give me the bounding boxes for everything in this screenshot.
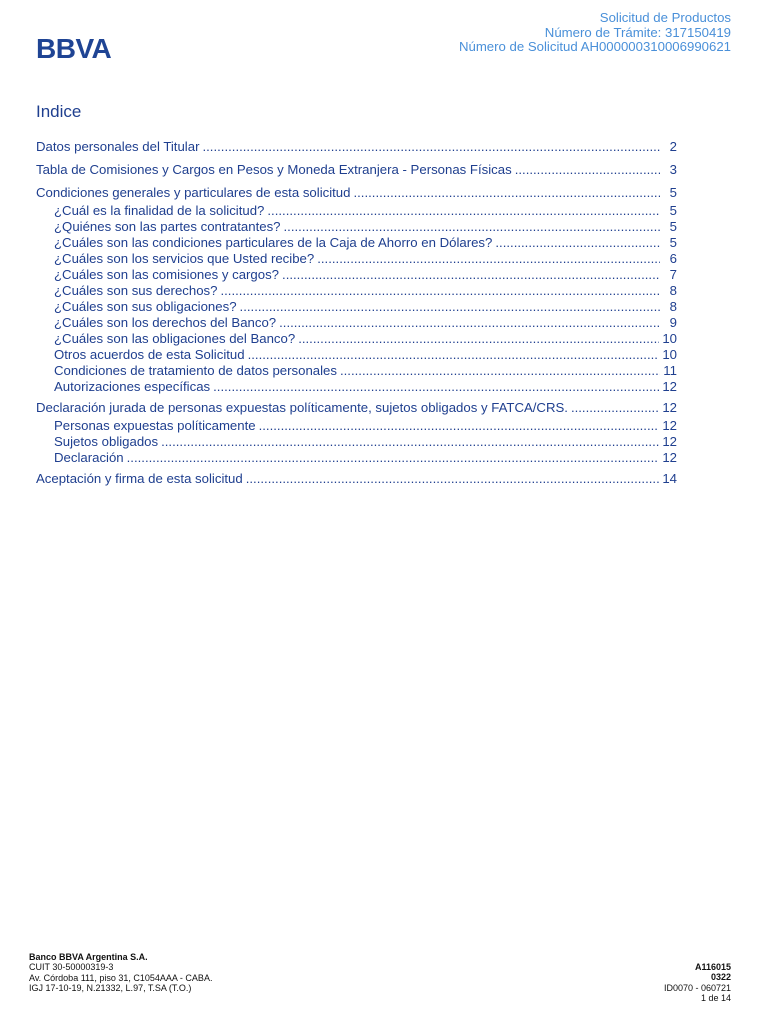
toc-entry-label: ¿Cuáles son sus derechos? <box>54 283 218 298</box>
toc-entry-page: 12 <box>662 379 677 394</box>
toc-entry-page: 3 <box>669 162 677 177</box>
toc-leader-dots <box>240 299 660 315</box>
toc-entry-page: 11 <box>663 363 677 378</box>
toc-entry-page: 12 <box>662 418 677 433</box>
footer-code-2: 0322 <box>710 972 731 983</box>
toc-entry[interactable] <box>36 299 677 315</box>
toc-entry-label: ¿Cuáles son los servicios que Usted recibe? <box>54 251 315 266</box>
toc-entry[interactable] <box>36 315 677 331</box>
document-header <box>459 11 731 55</box>
toc-entry-page: 10 <box>662 331 677 346</box>
toc-entry-label: Condiciones de tratamiento de datos personales <box>54 363 337 378</box>
toc-entry[interactable] <box>36 434 677 450</box>
footer-code-1: A116015 <box>694 962 731 972</box>
toc-entry-label: Otros acuerdos de esta Solicitud <box>54 347 245 362</box>
toc-entry-label: Sujetos obligados <box>54 434 159 449</box>
footer-igj: IGJ 17-10-19, N.21332, L.97, T.SA (T.O.) <box>29 983 192 994</box>
toc-entry-label: ¿Cuáles son las condiciones particulares de la Caja de Ahorro en Dólares? <box>54 235 493 250</box>
toc-entry[interactable] <box>36 331 677 347</box>
toc-entry-label: Aceptación y firma de esta solicitud <box>36 471 243 486</box>
toc-leader-dots <box>267 203 660 219</box>
toc-entry[interactable] <box>36 251 677 267</box>
toc-entry-page: 12 <box>662 450 677 465</box>
toc-leader-dots <box>248 347 660 363</box>
toc-entry-label: ¿Cuáles son sus obligaciones? <box>54 299 237 314</box>
toc-entry[interactable] <box>36 418 677 434</box>
footer-company: Banco BBVA Argentina S.A. <box>29 952 148 962</box>
toc-entry[interactable] <box>36 182 677 203</box>
table-of-contents <box>36 136 677 489</box>
toc-leader-dots <box>340 363 660 379</box>
header-line-2: Número de Trámite: 317150419 <box>544 24 731 40</box>
toc-entry-page: 9 <box>669 315 677 330</box>
toc-entry[interactable] <box>36 397 677 418</box>
footer-codes <box>664 962 731 1004</box>
toc-entry-page: 12 <box>662 434 677 449</box>
toc-leader-dots <box>279 315 660 331</box>
header-line-1: Solicitud de Productos <box>599 10 731 25</box>
svg-text:BBVA: BBVA <box>36 33 112 62</box>
bbva-logo <box>36 32 132 62</box>
toc-leader-dots <box>220 283 660 299</box>
toc-entry[interactable] <box>36 235 677 251</box>
toc-entry-label: ¿Cuáles son los derechos del Banco? <box>54 315 277 330</box>
toc-entry-label: Declaración <box>54 450 124 465</box>
toc-entry-page: 5 <box>669 185 677 200</box>
toc-entry[interactable] <box>36 267 677 283</box>
toc-leader-dots <box>298 331 659 347</box>
toc-entry[interactable] <box>36 347 677 363</box>
toc-entry-page: 5 <box>669 235 677 250</box>
toc-leader-dots <box>284 219 660 235</box>
toc-entry[interactable] <box>36 159 677 180</box>
toc-entry[interactable] <box>36 219 677 235</box>
toc-entry[interactable] <box>36 379 677 395</box>
toc-entry-page: 2 <box>669 139 677 154</box>
toc-entry-label: ¿Quiénes son las partes contratantes? <box>54 219 281 234</box>
toc-entry[interactable] <box>36 283 677 299</box>
toc-entry-page: 7 <box>669 267 677 282</box>
toc-entry[interactable] <box>36 363 677 379</box>
toc-entry-page: 12 <box>662 400 677 415</box>
toc-entry[interactable] <box>36 468 677 489</box>
toc-entry-page: 8 <box>669 283 677 298</box>
toc-leader-dots <box>259 418 660 434</box>
toc-entry-label: ¿Cuáles son las comisiones y cargos? <box>54 267 280 282</box>
toc-entry-label: Tabla de Comisiones y Cargos en Pesos y Moneda Extranjera - Personas Físicas <box>36 162 512 177</box>
toc-entry-page: 10 <box>662 347 677 362</box>
header-line-3: Número de Solicitud AH000000310006990621 <box>458 39 731 55</box>
toc-entry-label: Declaración jurada de personas expuestas políticamente, sujetos obligados y FATCA/CRS. <box>36 400 568 415</box>
toc-entry-page: 5 <box>669 219 677 234</box>
toc-entry-label: Personas expuestas políticamente <box>54 418 256 433</box>
toc-leader-dots <box>571 397 659 418</box>
footer-address: Av. Córdoba 111, piso 31, C1054AAA - CABA. <box>29 972 213 983</box>
toc-entry-label: ¿Cuál es la finalidad de la solicitud? <box>54 203 265 218</box>
toc-leader-dots <box>495 235 660 251</box>
toc-entry[interactable] <box>36 203 677 219</box>
index-title: Indice <box>36 102 82 121</box>
toc-leader-dots <box>213 379 659 395</box>
toc-leader-dots <box>202 136 660 157</box>
toc-entry-page: 6 <box>669 251 677 266</box>
toc-leader-dots <box>317 251 660 267</box>
toc-leader-dots <box>282 267 660 283</box>
toc-leader-dots <box>161 434 659 450</box>
toc-entry-label: Condiciones generales y particulares de esta solicitud <box>36 185 351 200</box>
toc-entry[interactable] <box>36 136 677 157</box>
toc-entry-page: 8 <box>669 299 677 314</box>
toc-entry-label: Autorizaciones específicas <box>54 379 211 394</box>
footer-company-info <box>29 952 212 994</box>
footer-cuit: CUIT 30-50000319-3 <box>29 962 114 973</box>
toc-entry-label: ¿Cuáles son las obligaciones del Banco? <box>54 331 296 346</box>
footer-page: 1 de 14 <box>700 993 731 1004</box>
toc-entry[interactable] <box>36 450 677 466</box>
toc-entry-page: 5 <box>669 203 677 218</box>
footer-id: ID0070 - 060721 <box>663 982 731 993</box>
toc-leader-dots <box>246 468 660 489</box>
toc-entry-page: 14 <box>662 471 677 486</box>
toc-leader-dots <box>515 159 660 180</box>
toc-entry-label: Datos personales del Titular <box>36 139 200 154</box>
toc-leader-dots <box>353 182 660 203</box>
toc-leader-dots <box>127 450 660 466</box>
